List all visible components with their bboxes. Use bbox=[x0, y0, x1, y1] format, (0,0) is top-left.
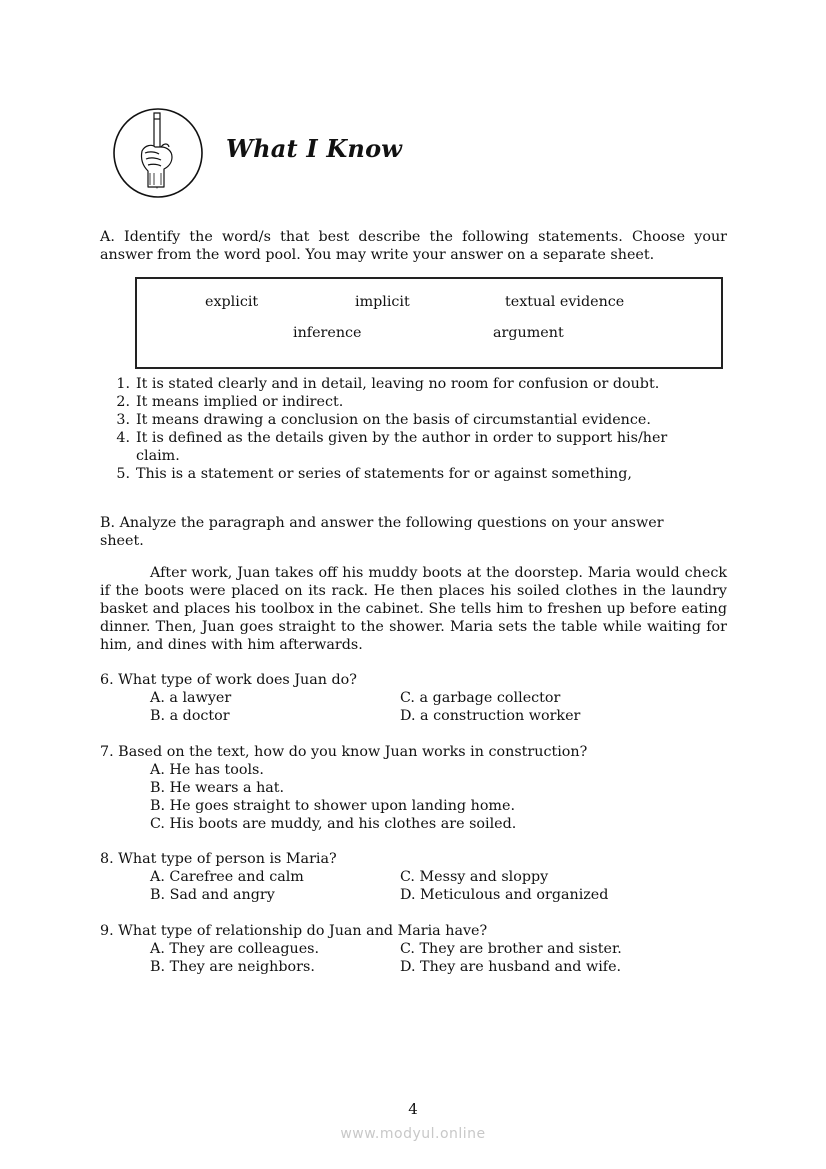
item-text: This is a statement or series of statements for or against something, bbox=[136, 466, 632, 482]
question-9 bbox=[100, 922, 727, 975]
question-stem: 9. What type of relationship do Juan and Maria have? bbox=[100, 923, 488, 939]
word-pool-argument: argument bbox=[493, 325, 564, 341]
list-item bbox=[100, 375, 727, 393]
item-number: 3. bbox=[116, 412, 130, 428]
list-item bbox=[100, 465, 727, 483]
option: B. He goes straight to shower upon landing home. bbox=[150, 798, 515, 814]
passage: After work, Juan takes off his muddy boots at the doorstep. Maria would check if the boots were placed on its rack. He then places his soiled clothes in the laundry basket and places his toolbox in the cabinet. She tells him to freshen up before eating dinner. Then, Juan goes straight to the shower. Maria sets the table while waiting for him, and dines with him afterwards. bbox=[100, 565, 727, 653]
part-a-instructions: A. Identify the word/s that best describe the following statements. Choose your answer from the word pool. You may write your answer on a separate sheet. bbox=[100, 229, 727, 263]
page-number: 4 bbox=[408, 1100, 418, 1118]
word-pool-explicit: explicit bbox=[205, 294, 259, 310]
option: D. a construction worker bbox=[400, 708, 581, 724]
option: A. a lawyer bbox=[150, 690, 232, 706]
option: B. He wears a hat. bbox=[150, 780, 285, 796]
word-pool-implicit: implicit bbox=[355, 294, 410, 310]
option: D. Meticulous and organized bbox=[400, 887, 609, 903]
question-stem: 8. What type of person is Maria? bbox=[100, 851, 337, 867]
word-pool-box bbox=[135, 277, 723, 369]
hand-pencil-icon bbox=[112, 107, 204, 199]
item-number: 4. bbox=[116, 430, 130, 446]
option: C. a garbage collector bbox=[400, 690, 561, 706]
question-6 bbox=[100, 671, 727, 724]
option: A. Carefree and calm bbox=[150, 869, 304, 885]
option: A. He has tools. bbox=[150, 762, 264, 778]
word-pool-textual-evidence: textual evidence bbox=[505, 294, 625, 310]
question-7 bbox=[100, 743, 727, 832]
option: B. a doctor bbox=[150, 708, 230, 724]
list-item bbox=[100, 393, 727, 411]
option: C. His boots are muddy, and his clothes are soiled. bbox=[150, 816, 517, 832]
item-text: It is defined as the details given by the author in order to support his/her claim. bbox=[136, 430, 668, 464]
option: C. They are brother and sister. bbox=[400, 941, 622, 957]
option: B. Sad and angry bbox=[150, 887, 275, 903]
part-b-instructions: B. Analyze the paragraph and answer the following questions on your answer sheet. bbox=[100, 515, 664, 549]
option: B. They are neighbors. bbox=[150, 959, 315, 975]
watermark: www.modyul.online bbox=[340, 1126, 486, 1142]
item-text: It means implied or indirect. bbox=[136, 394, 344, 410]
item-text: It is stated clearly and in detail, leaving no room for confusion or doubt. bbox=[136, 376, 660, 392]
word-pool-inference: inference bbox=[293, 325, 362, 341]
option: C. Messy and sloppy bbox=[400, 869, 549, 885]
option: A. They are colleagues. bbox=[150, 941, 320, 957]
part-a-list bbox=[100, 375, 727, 483]
option: D. They are husband and wife. bbox=[400, 959, 622, 975]
section-title: What I Know bbox=[226, 134, 403, 163]
item-number: 1. bbox=[116, 376, 130, 392]
item-text: It means drawing a conclusion on the basis of circumstantial evidence. bbox=[136, 412, 651, 428]
list-item bbox=[100, 429, 727, 465]
question-stem: 6. What type of work does Juan do? bbox=[100, 672, 357, 688]
item-number: 5. bbox=[116, 466, 130, 482]
question-stem: 7. Based on the text, how do you know Juan works in construction? bbox=[100, 744, 588, 760]
list-item bbox=[100, 411, 727, 429]
question-8 bbox=[100, 850, 727, 903]
item-number: 2. bbox=[116, 394, 130, 410]
